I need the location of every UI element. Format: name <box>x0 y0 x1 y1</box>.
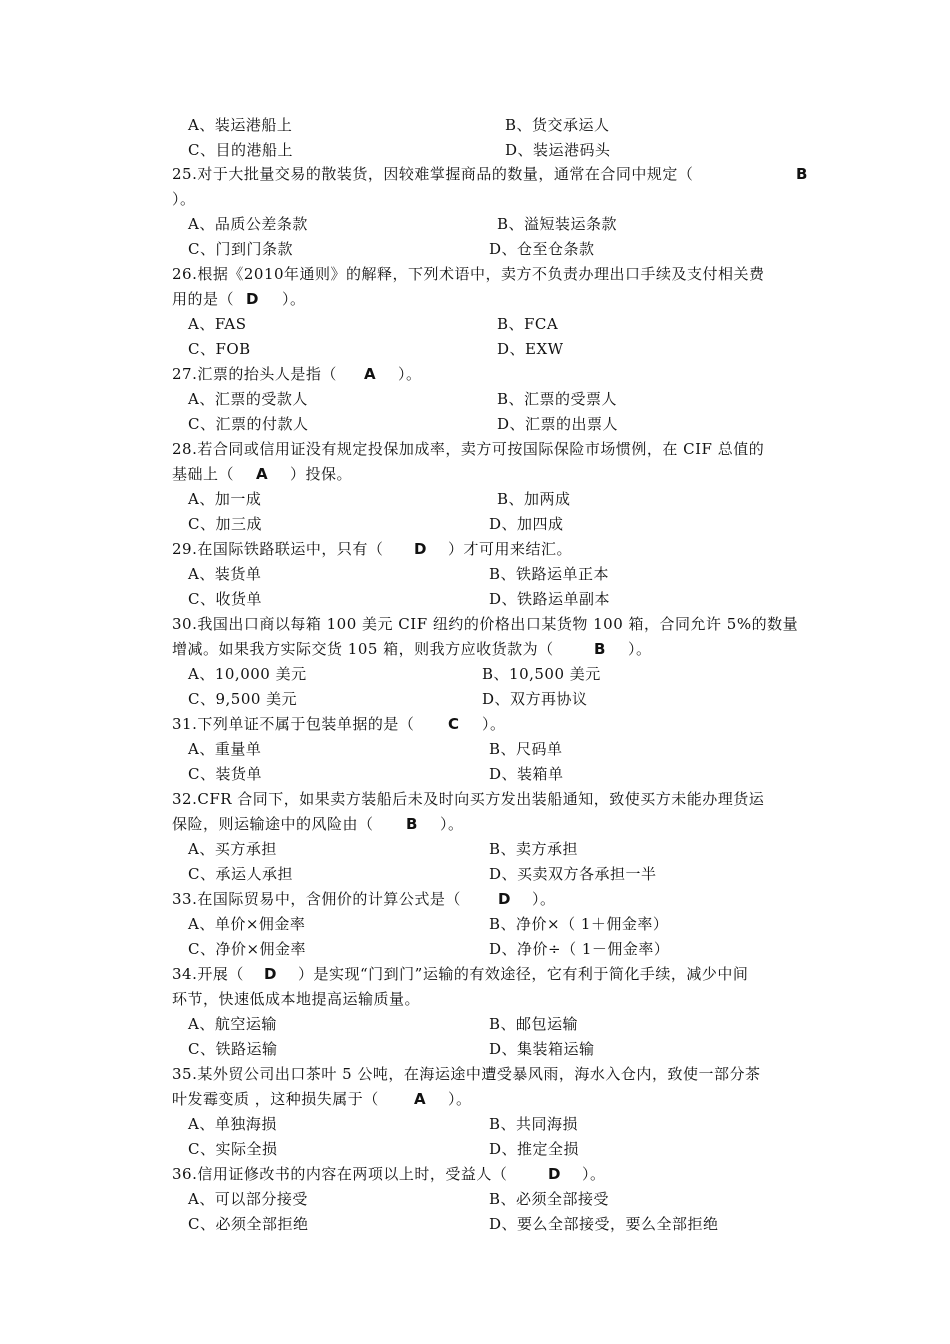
question-31-text-end: ）。 <box>482 715 506 733</box>
option-text: C、汇票的付款人 <box>188 415 309 433</box>
option-text: D、要么全部接受，要么全部拒绝 <box>489 1215 719 1233</box>
option-text: B、尺码单 <box>489 740 563 758</box>
question-25-text: 25.对于大批量交易的散装货，因较难掌握商品的数量，通常在合同中规定（ <box>172 165 694 183</box>
option-text: D、推定全损 <box>489 1140 580 1158</box>
option-text: B、加两成 <box>497 490 571 508</box>
option-text: B、汇票的受票人 <box>497 390 618 408</box>
question-28-text-2: 基础上（ <box>172 465 235 483</box>
answer-36: D <box>548 1165 561 1183</box>
option-text: B、邮包运输 <box>489 1015 579 1033</box>
option-text: A、航空运输 <box>188 1015 277 1033</box>
option-text: C、收货单 <box>188 590 262 608</box>
answer-33: D <box>498 890 511 908</box>
question-33-text-end: ）。 <box>532 890 556 908</box>
answer-32: B <box>406 815 418 833</box>
answer-35: A <box>414 1090 427 1108</box>
option-text: A、单独海损 <box>188 1115 277 1133</box>
option-text: C、净价×佣金率 <box>188 940 307 958</box>
option-text: D、汇票的出票人 <box>497 415 619 433</box>
question-26-text: 26.根据《2010年通则》的解释，下列术语中，卖方不负责办理出口手续及支付相关费 <box>172 265 765 283</box>
option-text: D、双方再协议 <box>482 690 588 708</box>
option-text: A、重量单 <box>188 740 262 758</box>
answer-27: A <box>364 365 377 383</box>
option-text: C、加三成 <box>188 515 262 533</box>
option-text: C、装货单 <box>188 765 262 783</box>
question-26-text-2: 用的是（ <box>172 290 235 308</box>
option-text: D、装箱单 <box>489 765 564 783</box>
question-34-text: 34.开展（ <box>172 965 244 983</box>
question-36-text: 36.信用证修改书的内容在两项以上时，受益人（ <box>172 1165 508 1183</box>
question-32-text-2: 保险，则运输途中的风险由（ <box>172 815 374 833</box>
option-text: C、9,500 美元 <box>188 690 298 708</box>
question-30-text: 30.我国出口商以每箱 100 美元 CIF 纽约的价格出口某货物 100 箱，合同允许 5%的数量 <box>172 615 799 633</box>
option-text: A、买方承担 <box>188 840 277 858</box>
question-32-text: 32.CFR 合同下，如果卖方装船后未及时向买方发出装船通知，致使买方未能办理货运 <box>172 790 765 808</box>
answer-26: D <box>246 290 259 308</box>
option-text: A、单价×佣金率 <box>188 915 306 933</box>
option-text: C、实际全损 <box>188 1140 278 1158</box>
option-text: C、FOB <box>188 340 251 358</box>
question-27-text: 27.汇票的抬头人是指（ <box>172 365 337 383</box>
question-32-text-end: ）。 <box>440 815 464 833</box>
answer-28: A <box>256 465 269 483</box>
answer-34: D <box>264 965 277 983</box>
option-text: C、铁路运输 <box>188 1040 278 1058</box>
option-text: D、EXW <box>497 340 564 358</box>
option-text: B、FCA <box>497 315 559 333</box>
question-29-text-end: ）才可用来结汇。 <box>448 540 573 558</box>
question-35-text-end: ）。 <box>448 1090 472 1108</box>
option-text: D、买卖双方各承担一半 <box>489 865 657 883</box>
option-text: B、必须全部接受 <box>489 1190 610 1208</box>
question-28-text: 28.若合同或信用证没有规定投保加成率，卖方可按国际保险市场惯例，在 CIF 总值的 <box>172 440 765 458</box>
option-text: B、铁路运单正本 <box>489 565 610 583</box>
option-text: B、净价×（ 1＋佣金率） <box>489 915 669 933</box>
option-text: A、FAS <box>188 315 247 333</box>
option-text: A、可以部分接受 <box>188 1190 308 1208</box>
option-text: D、铁路运单副本 <box>489 590 611 608</box>
question-34-text-2: ）是实现“门到门”运输的有效途径，它有利于简化手续，减少中间 <box>298 965 749 983</box>
answer-29: D <box>414 540 427 558</box>
question-29-text: 29.在国际铁路联运中，只有（ <box>172 540 384 558</box>
option-text: A、加一成 <box>188 490 262 508</box>
option-text: A、10,000 美元 <box>188 665 307 683</box>
question-35-text: 35.某外贸公司出口茶叶 5 公吨，在海运途中遭受暴风雨，海水入仓内，致使一部分茶 <box>172 1065 761 1083</box>
question-35-text-2: 叶发霉变质 ，这种损失属于（ <box>172 1090 379 1108</box>
question-36-text-end: ）。 <box>582 1165 606 1183</box>
question-31-text: 31.下列单证不属于包装单据的是（ <box>172 715 415 733</box>
answer-30: B <box>594 640 606 658</box>
option-text: A、汇票的受款人 <box>188 390 308 408</box>
option-text: D、加四成 <box>489 515 564 533</box>
option-text: B、溢短装运条款 <box>497 215 618 233</box>
option-text: A、装运港船上 <box>188 116 293 134</box>
option-text: C、承运人承担 <box>188 865 293 883</box>
option-text: D、集装箱运输 <box>489 1040 595 1058</box>
option-text: B、货交承运人 <box>505 116 610 134</box>
question-28-text-end: ）投保。 <box>290 465 353 483</box>
option-text: D、仓至仓条款 <box>489 240 595 258</box>
question-25-text-end: ）。 <box>172 190 196 208</box>
option-text: A、品质公差条款 <box>188 215 308 233</box>
question-30-text-2: 增减。如果我方实际交货 105 箱，则我方应收货款为（ <box>172 640 554 658</box>
option-text: C、门到门条款 <box>188 240 293 258</box>
question-30-text-end: ）。 <box>628 640 652 658</box>
option-text: C、必须全部拒绝 <box>188 1215 309 1233</box>
question-26-text-end: ）。 <box>282 290 306 308</box>
option-text: B、10,500 美元 <box>482 665 601 683</box>
question-27-text-end: ）。 <box>398 365 422 383</box>
question-34-text-3: 环节，快速低成本地提高运输质量。 <box>172 990 421 1008</box>
answer-25: B <box>796 165 808 183</box>
option-text: C、目的港船上 <box>188 141 293 159</box>
option-text: B、共同海损 <box>489 1115 579 1133</box>
answer-31: C <box>448 715 460 733</box>
question-33-text: 33.在国际贸易中，含佣价的计算公式是（ <box>172 890 461 908</box>
option-text: A、装货单 <box>188 565 262 583</box>
option-text: D、净价÷（ 1－佣金率） <box>489 940 670 958</box>
option-text: D、装运港码头 <box>505 141 611 159</box>
option-text: B、卖方承担 <box>489 840 579 858</box>
